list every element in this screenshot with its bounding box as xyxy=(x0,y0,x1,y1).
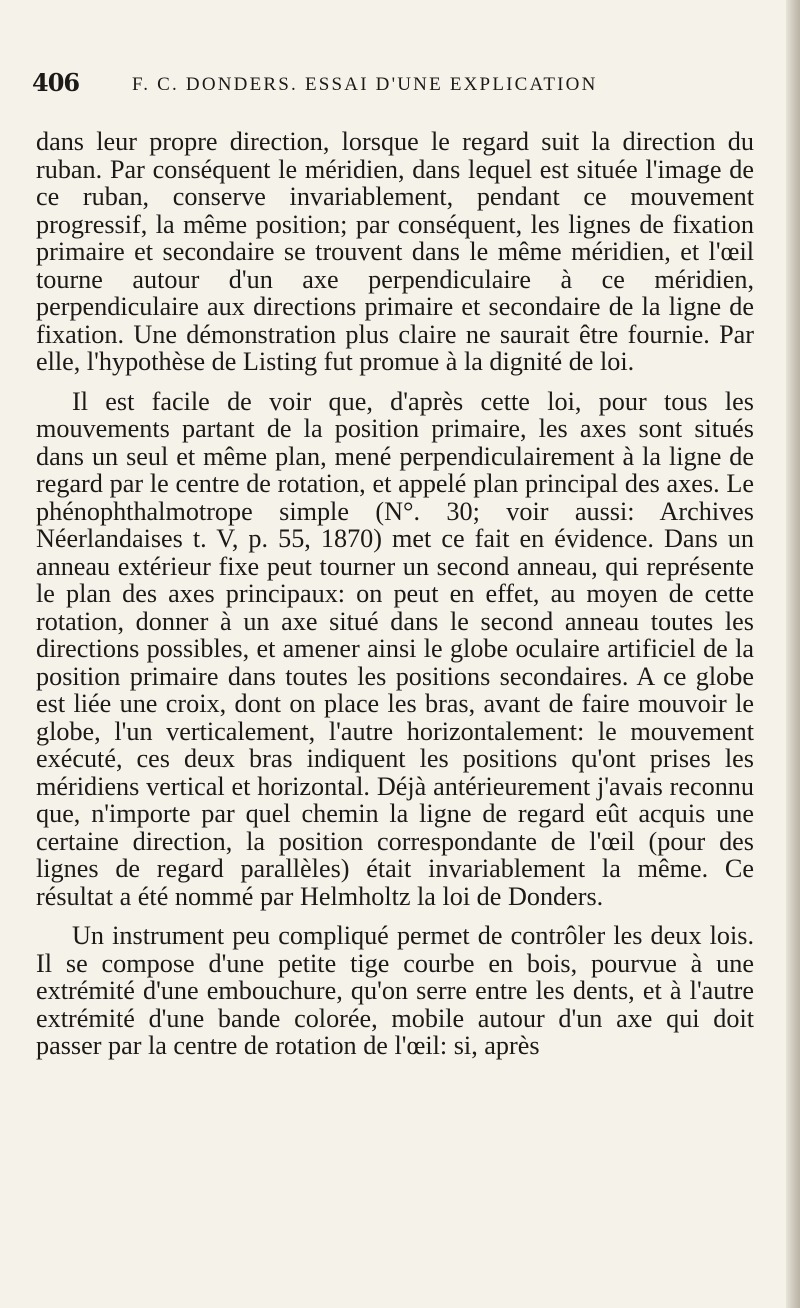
page-header xyxy=(32,68,752,108)
paragraph-2: Il est facile de voir que, d'après cette loi, pour tous les mouvements partant de la position primaire, les axes sont situés dans un seul et même plan, mené perpendiculairement à la ligne de regard par le centre de rotation, et appelé plan principal des axes. Le phénophthalmotrope simple (N°. 30; voir aussi: Archives Néerlandaises t. V, p. 55, 1870) met ce fait en évidence. Dans un anneau extérieur fixe peut tourner un second anneau, qui représente le plan des axes principaux: on peut en effet, au moyen de cette rotation, donner à un axe situé dans le second anneau toutes les directions possibles, et amener ainsi le globe oculaire artificiel de la position primaire dans toutes les positions secondaires. A ce globe est liée une croix, dont on place les bras, avant de faire mouvoir le globe, l'un verticalement, l'autre horizontalement: le mouvement exécuté, ces deux bras indiquent les positions qu'ont prises les méridiens vertical et horizontal. Déjà antérieurement j'avais reconnu que, n'importe par quel chemin la ligne de regard eût acquis une certaine direction, la position correspondante de l'œil (pour des lignes de regard parallèles) était invariablement la même. Ce résultat a été nommé par Helmholtz la loi de Donders. xyxy=(36,386,754,911)
page-number: 406 xyxy=(32,68,80,97)
body-text xyxy=(36,128,754,1072)
page-edge xyxy=(786,0,800,1308)
running-head: F. C. DONDERS. ESSAI D'UNE EXPLICATION xyxy=(132,74,598,95)
paragraph-3: Un instrument peu compliqué permet de contrôler les deux lois. Il se compose d'une petite tige courbe en bois, pourvue à une extrémité d'une embouchure, qu'on serre entre les dents, et à l'autre extrémité d'une bande colorée, mobile autour d'un axe qui doit passer par la centre de rotation de l'œil: si, après xyxy=(36,921,754,1060)
paragraph-1: dans leur propre direction, lorsque le regard suit la direction du ruban. Par conséquent le méridien, dans lequel est située l'image de ce ruban, conserve invariablement, pendant ce mouvement progressif, la même position; par conséquent, les lignes de fixation primaire et secondaire se trouvent dans le même méridien, et l'œil tourne autour d'un axe perpendiculaire à ce méridien, perpendiculaire aux directions primaire et secondaire de la ligne de fixation. Une démonstration plus claire ne saurait être fournie. Par elle, l'hypothèse de Listing fut promue à la dignité de loi. xyxy=(36,127,754,376)
